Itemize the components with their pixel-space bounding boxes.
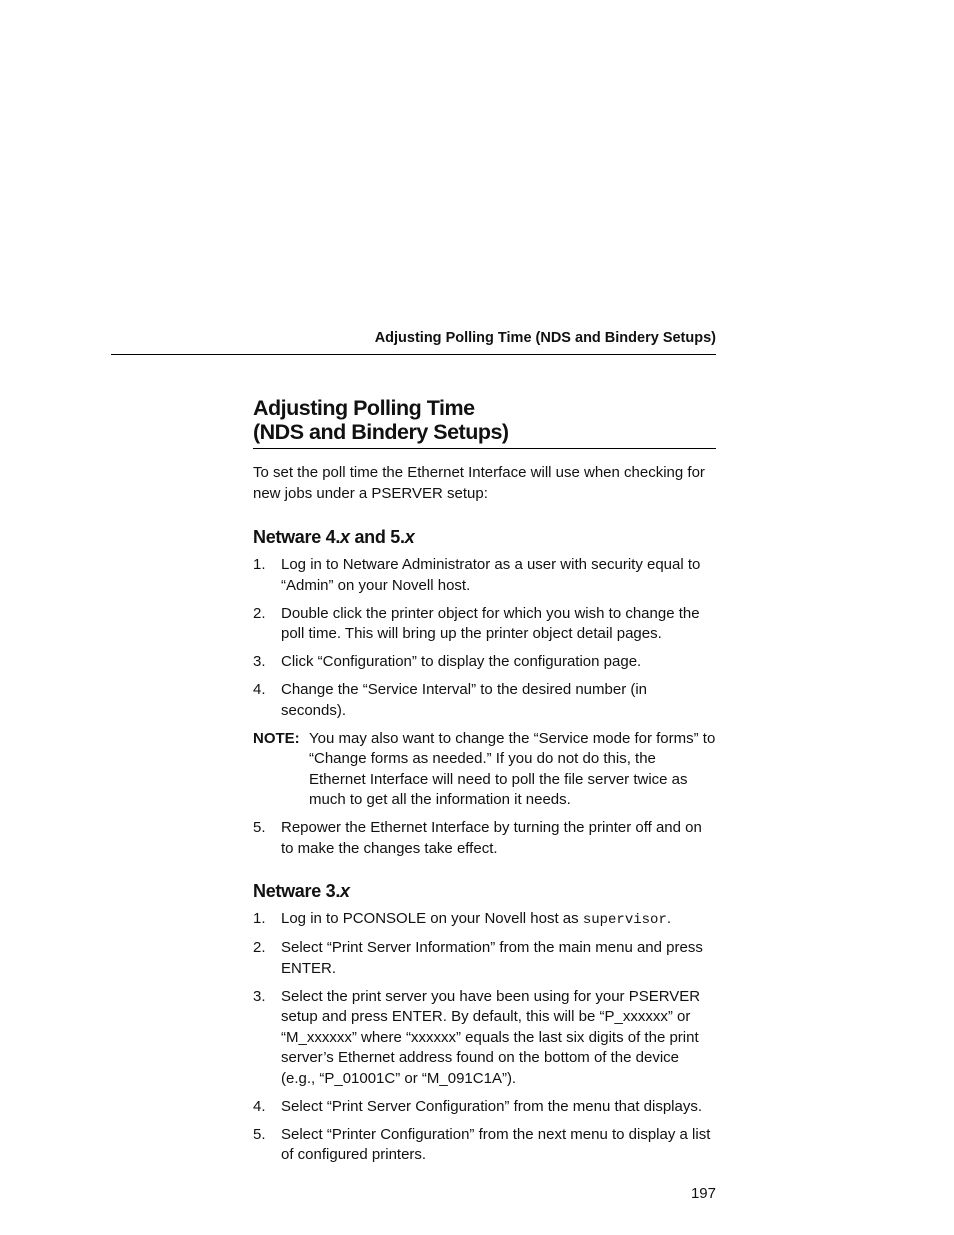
note-text: You may also want to change the “Service mode for forms” to “Change forms as needed.” If you do not do this, the Ethernet Interface will need to poll the file server twice as much to get all the information it needs. xyxy=(309,729,716,808)
code-supervisor: supervisor xyxy=(582,912,667,928)
step-text: Select “Print Server Configuration” from the menu that displays. xyxy=(281,1097,703,1115)
list-item xyxy=(253,1097,716,1118)
step-number: 1. xyxy=(253,910,266,927)
step-text: Log in to PCONSOLE on your Novell host as supervisor. xyxy=(281,910,672,928)
list-item xyxy=(253,680,716,721)
list-item xyxy=(253,938,716,979)
step-number: 4. xyxy=(253,1097,266,1115)
step-text: Double click the printer object for which you wish to change the poll time. This will bring up the printer object detail pages. xyxy=(281,604,700,642)
step-number: 5. xyxy=(253,819,266,836)
page-title-line1: Adjusting Polling Time xyxy=(253,396,475,420)
list-item xyxy=(253,652,716,673)
step-number: 1. xyxy=(253,556,266,573)
step-number: 2. xyxy=(253,604,266,622)
step-text: Select “Print Server Information” from the main menu and press ENTER. xyxy=(281,939,703,977)
netware-4-5-steps xyxy=(253,555,716,721)
header-rule xyxy=(111,354,716,355)
list-item xyxy=(253,555,716,596)
step-text: Click “Configuration” to display the configuration page. xyxy=(281,653,642,670)
step-text: Repower the Ethernet Interface by turning the printer off and on to make the changes take effect. xyxy=(281,819,702,857)
running-header: Adjusting Polling Time (NDS and Bindery Setups) xyxy=(374,330,716,346)
page-number: 197 xyxy=(690,1185,716,1202)
page-content xyxy=(253,396,716,1173)
step-text: Select the print server you have been using for your PSERVER setup and press ENTER. By default, this will be “P_xxxxxx” or “M_xxxxxx” where “xxxxxx” equals the last six digits of the print server’s Ethernet address found on the bottom of the device (e.g., “P_01001C” or “M_091C1A”). xyxy=(281,987,701,1087)
list-item xyxy=(253,1125,716,1166)
list-item xyxy=(253,909,716,931)
step-number: 5. xyxy=(253,1125,266,1143)
step-text: Change the “Service Interval” to the desired number (in seconds). xyxy=(281,681,648,719)
step-number: 3. xyxy=(253,653,266,670)
step-number: 3. xyxy=(253,987,266,1005)
step-number: 4. xyxy=(253,681,266,698)
section-heading-netware-3: Netware 3.x xyxy=(253,881,350,901)
list-item xyxy=(253,987,716,1090)
section-heading-netware-4-5: Netware 4.x and 5.x xyxy=(253,527,415,547)
intro-paragraph: To set the poll time the Ethernet Interface will use when checking for new jobs under a PSERVER setup: xyxy=(253,464,705,502)
note-label: NOTE: xyxy=(253,729,300,747)
list-item xyxy=(253,818,716,859)
step-number: 2. xyxy=(253,939,266,956)
step-text: Log in to Netware Administrator as a user with security equal to “Admin” on your Novell host. xyxy=(281,556,701,594)
step-text: Select “Printer Configuration” from the next menu to display a list of configured printers. xyxy=(281,1125,711,1163)
list-item xyxy=(253,604,716,645)
note xyxy=(253,729,716,811)
netware-3-steps xyxy=(253,909,716,1166)
page-title-line2: (NDS and Bindery Setups) xyxy=(253,420,509,444)
page-title xyxy=(253,396,716,449)
